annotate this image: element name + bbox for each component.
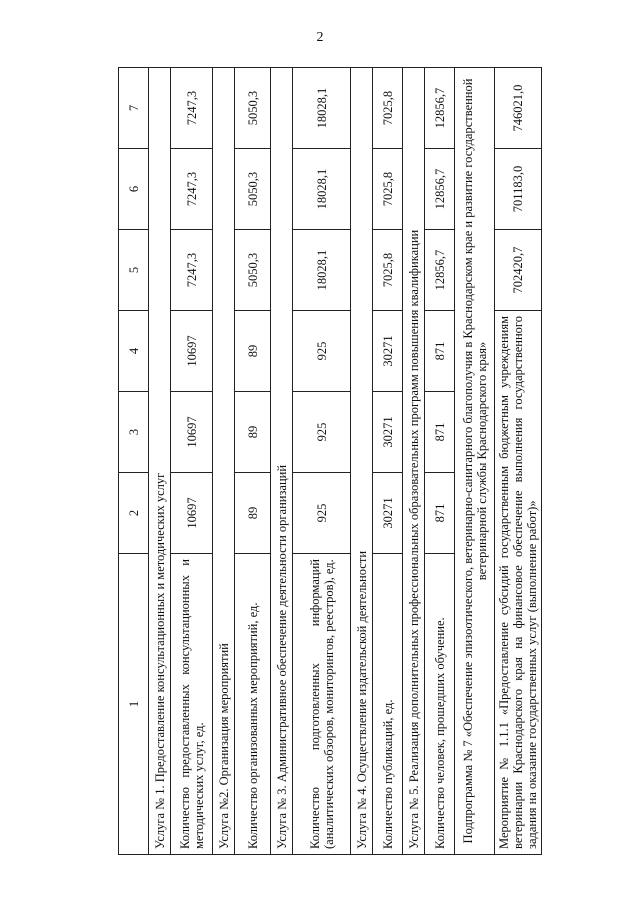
section-title: Услуга №2. Организация мероприятий	[213, 68, 235, 855]
header-row	[119, 68, 149, 855]
value-cell: 7247,3	[171, 149, 213, 230]
section-title: Услуга № 1. Предоставление консультационных и методических услуг	[149, 68, 171, 855]
header-cell: 3	[119, 392, 149, 473]
value-cell: 925	[293, 473, 351, 554]
section-row	[403, 68, 425, 855]
header-cell: 5	[119, 230, 149, 311]
table-row	[293, 68, 351, 855]
value-cell: 871	[425, 311, 455, 392]
header-cell: 7	[119, 68, 149, 149]
indicator-name: Количество подготовленных информаций (аналитических обзоров, мониторингов, реестров), ед.	[293, 554, 351, 855]
measure-row	[495, 68, 542, 855]
page-number: 2	[316, 30, 324, 45]
rotated-table-container	[118, 70, 539, 855]
section-title: Услуга № 4. Осуществление издательской деятельности	[351, 68, 373, 855]
value-cell: 12856,7	[425, 68, 455, 149]
value-cell: 701183,0	[495, 149, 542, 230]
value-cell: 18028,1	[293, 149, 351, 230]
value-cell: 702420,7	[495, 230, 542, 311]
value-cell: 12856,7	[425, 230, 455, 311]
document-table-area	[118, 70, 539, 855]
section-row	[271, 68, 293, 855]
value-cell: 5050,3	[235, 149, 271, 230]
value-cell: 925	[293, 311, 351, 392]
value-cell: 10697	[171, 392, 213, 473]
value-cell: 12856,7	[425, 149, 455, 230]
indicator-name: Количество человек, прошедших обучение.	[425, 554, 455, 855]
subprogram-title: Подпрограмма № 7 «Обеспечение эпизоотического, ветеринарно-санитарного благополучия в Краснодарском крае и развитие государственной ветеринарной службы Краснодарского края»	[455, 68, 495, 855]
section-row	[351, 68, 373, 855]
value-cell: 89	[235, 311, 271, 392]
value-cell: 10697	[171, 473, 213, 554]
indicator-name: Количество организованных мероприятий, ед.	[235, 554, 271, 855]
value-cell: 7025,8	[373, 68, 403, 149]
value-cell: 5050,3	[235, 68, 271, 149]
value-cell: 30271	[373, 392, 403, 473]
value-cell: 89	[235, 392, 271, 473]
header-cell: 4	[119, 311, 149, 392]
value-cell: 89	[235, 473, 271, 554]
value-cell: 7025,8	[373, 230, 403, 311]
table-row	[425, 68, 455, 855]
subprogram-row	[455, 68, 495, 855]
measure-name: Мероприятие № 1.1.1 «Предоставление субсидий государственным бюджетным учреждениям ветеринарии Краснодарского края на финансовое обеспечение выполнения государственного задания на оказание государственных услуг (выполнение работ)»	[495, 311, 542, 855]
table-row	[373, 68, 403, 855]
value-cell: 18028,1	[293, 230, 351, 311]
value-cell: 30271	[373, 473, 403, 554]
value-cell: 30271	[373, 311, 403, 392]
value-cell: 10697	[171, 311, 213, 392]
table-row	[171, 68, 213, 855]
services-table	[118, 67, 542, 855]
indicator-name: Количество предоставленных консультационных и методических услуг, ед.	[171, 554, 213, 855]
section-row	[149, 68, 171, 855]
indicator-name: Количество публикаций, ед.	[373, 554, 403, 855]
value-cell: 5050,3	[235, 230, 271, 311]
table-row	[235, 68, 271, 855]
value-cell: 18028,1	[293, 68, 351, 149]
value-cell: 925	[293, 392, 351, 473]
value-cell: 871	[425, 473, 455, 554]
value-cell: 871	[425, 392, 455, 473]
header-cell: 2	[119, 473, 149, 554]
section-row	[213, 68, 235, 855]
header-cell: 6	[119, 149, 149, 230]
value-cell: 7247,3	[171, 230, 213, 311]
section-title: Услуга № 5. Реализация дополнительных профессиональных образовательных программ повышения квалификации	[403, 68, 425, 855]
value-cell: 7025,8	[373, 149, 403, 230]
value-cell: 746021,0	[495, 68, 542, 149]
section-title: Услуга № 3. Административное обеспечение деятельности организаций	[271, 68, 293, 855]
header-cell: 1	[119, 554, 149, 855]
value-cell: 7247,3	[171, 68, 213, 149]
